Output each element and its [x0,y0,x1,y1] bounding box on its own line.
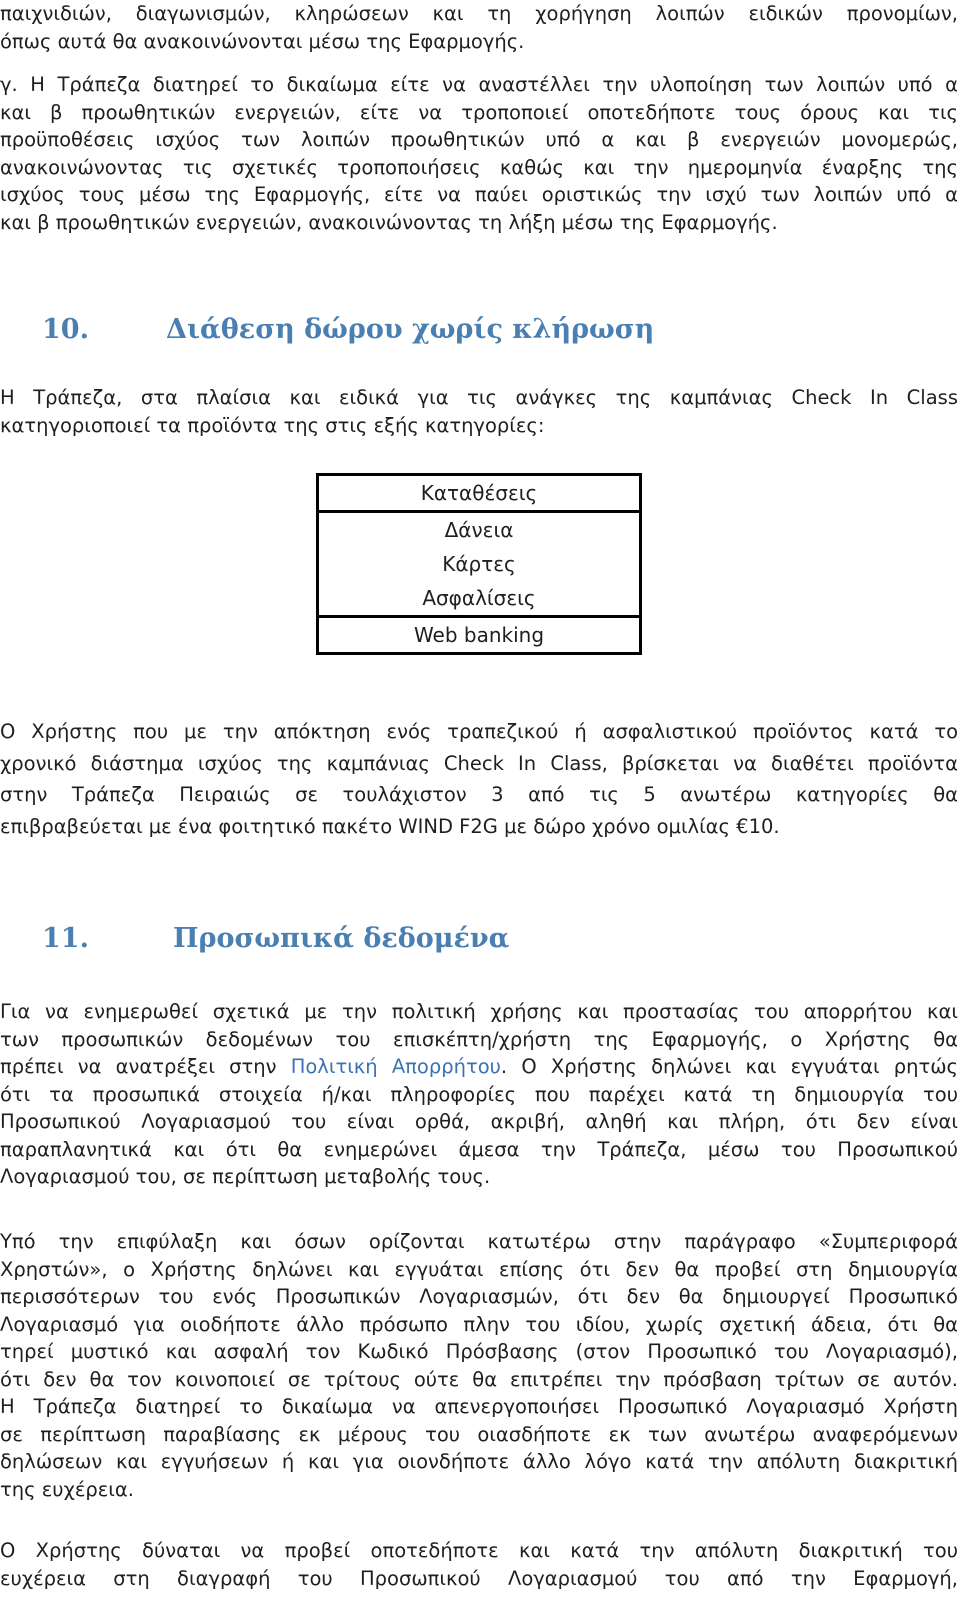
text-line: προϋποθέσεις ισχύος των λοιπών προωθητικών υπό α και β ενεργειών μονομερώς, [0,128,958,151]
text-line: γ. Η Τράπεζα διατηρεί το δικαίωμα είτε να αναστέλλει την υλοποίηση των λοιπών υπό α [0,73,958,96]
text-line: των προσωπικών δεδομένων του επισκέπτη/χρήστη της Εφαρμογής, ο Χρήστης θα [0,1027,958,1051]
text-line: ότι τα προσωπικά στοιχεία ή/και πληροφορίες που παρέχει κατά τη δημιουργία του [0,1082,958,1106]
text-line: της ευχέρεια. [0,1477,134,1501]
table-row [318,475,641,512]
table-row [318,512,641,548]
text-line: Η Τράπεζα διατηρεί το δικαίωμα να απενεργοποιήσει Προσωπικό Λογαριασμό Χρήστη [0,1395,958,1418]
text-line: Χρηστών», ο Χρήστης δηλώνει και εγγυάται επίσης ότι δεν θα προβεί στη δημιουργία [0,1257,958,1281]
text-line: ανακοινώνοντας τις σχετικές τροποποιήσεις καθώς και την ημερομηνία έναρξης της [0,155,958,179]
table-row [318,581,641,617]
category-cell: Καταθέσεις [318,475,641,512]
text-line: παιχνιδιών, διαγωνισμών, κληρώσεων και τη χορήγηση λοιπών ειδικών προνομίων, [0,2,958,25]
privacy-policy-link[interactable]: Πολιτική Απορρήτου [290,1055,501,1078]
category-cell: Ασφαλίσεις [318,581,641,617]
text-line: ότι δεν θα τον κοινοποιεί σε τρίτους ούτε θα επιτρέπει την πρόσβαση τρίτων σε αυτόν. [0,1367,958,1391]
text-line: ισχύος τους μέσω της Εφαρμογής, είτε να παύει οριστικώς την ισχύ των λοιπών υπό α [0,183,958,206]
paragraph-g [0,71,958,236]
text-line [0,1053,958,1081]
table-row [318,617,641,654]
text-line: χρονικό διάστημα ισχύος της καμπάνιας Check In Class, βρίσκεται να διαθέτει προϊόντα [0,751,958,775]
table-row [318,547,641,581]
category-cell: Κάρτες [318,547,641,581]
text-line: Η Τράπεζα, στα πλαίσια και ειδικά για τις ανάγκες της καμπάνιας Check In Class [0,386,958,409]
text-line: Για να ενημερωθεί σχετικά με την πολιτική χρήσης και προστασίας του απορρήτου και [0,1000,958,1023]
text-line: Ο Χρήστης που με την απόκτηση ενός τραπεζικού ή ασφαλιστικού προϊόντος κατά το [0,720,958,743]
section-10-intro [0,384,958,439]
category-cell: Δάνεια [318,512,641,548]
section-11-paragraph-1 [0,998,958,1191]
text-line: τηρεί μυστικό και ασφαλή τον Κωδικό Πρόσβασης (στον Προσωπικό του Λογαριασμό), [0,1340,958,1363]
section-10-body [0,716,958,842]
text-line: κατηγοριοποιεί τα προϊόντα της στις εξής κατηγορίες: [0,413,545,437]
text-line: Ο Χρήστης δύναται να προβεί οποτεδήποτε και κατά την απόλυτη διακριτική του [0,1539,958,1562]
section-11-title: Προσωπικά δεδομένα [173,923,510,954]
text-line: στην Τράπεζα Πειραιώς σε τουλάχιστον 3 από τις 5 ανωτέρω κατηγορίες θα [0,783,958,806]
text-line: παραπλανητικά και ότι θα ενημερώνει άμεσα την Τράπεζα, μέσω του Προσωπικού [0,1137,958,1161]
text-fragment: . Ο Χρήστης δηλώνει και εγγυάται ρητώς [500,1055,959,1078]
category-cell: Web banking [318,617,641,654]
categories-table [316,473,642,655]
text-line: Υπό την επιφύλαξη και όσων ορίζονται κατωτέρω στην παράγραφο «Συμπεριφορά [0,1230,958,1253]
section-11-paragraph-2 [0,1228,958,1503]
text-line: και β προωθητικών ενεργειών, ανακοινώνοντας τη λήξη μέσω της Εφαρμογής. [0,210,778,234]
text-line: δηλώσεων και εγγυήσεων ή και για οιονδήποτε άλλο λόγο κατά την απόλυτη διακριτική [0,1450,958,1473]
section-11-paragraph-3 [0,1537,958,1592]
section-10-title: Διάθεση δώρου χωρίς κλήρωση [166,314,655,345]
section-11-number: 11. [42,923,89,954]
text-line: Λογαριασμό για οιοδήποτε άλλο πρόσωπο πλην του ιδίου, χωρίς σχετική άδεια, ότι θα [0,1312,958,1336]
text-line: ευχέρεια στη διαγραφή του Προσωπικού Λογαριασμού του από την Εφαρμογή, [0,1566,958,1590]
text-fragment: πρέπει να ανατρέξει στην [0,1055,291,1078]
text-line: όπως αυτά θα ανακοινώνονται μέσω της Εφαρμογής. [0,29,525,53]
text-line: Λογαριασμού του, σε περίπτωση μεταβολής τους. [0,1165,491,1188]
text-line: επιβραβεύεται με ένα φοιτητικό πακέτο WIND F2G με δώρο χρόνο ομιλίας €10. [0,814,780,838]
text-line: Προσωπικού Λογαριασμού του είναι ορθά, ακριβή, αληθή και πλήρη, ότι δεν είναι [0,1110,958,1133]
text-line: περισσότερων του ενός Προσωπικών Λογαριασμών, ότι δεν θα δημιουργεί Προσωπικό [0,1285,958,1308]
text-line: σε περίπτωση παραβίασης εκ μέρους του οιασδήποτε εκ των ανωτέρω αναφερόμενων [0,1422,958,1446]
section-10-number: 10. [42,314,89,345]
text-line: και β προωθητικών ενεργειών, είτε να τροποποιεί οποτεδήποτε τους όρους και τις [0,100,958,124]
top-paragraph [0,0,958,55]
